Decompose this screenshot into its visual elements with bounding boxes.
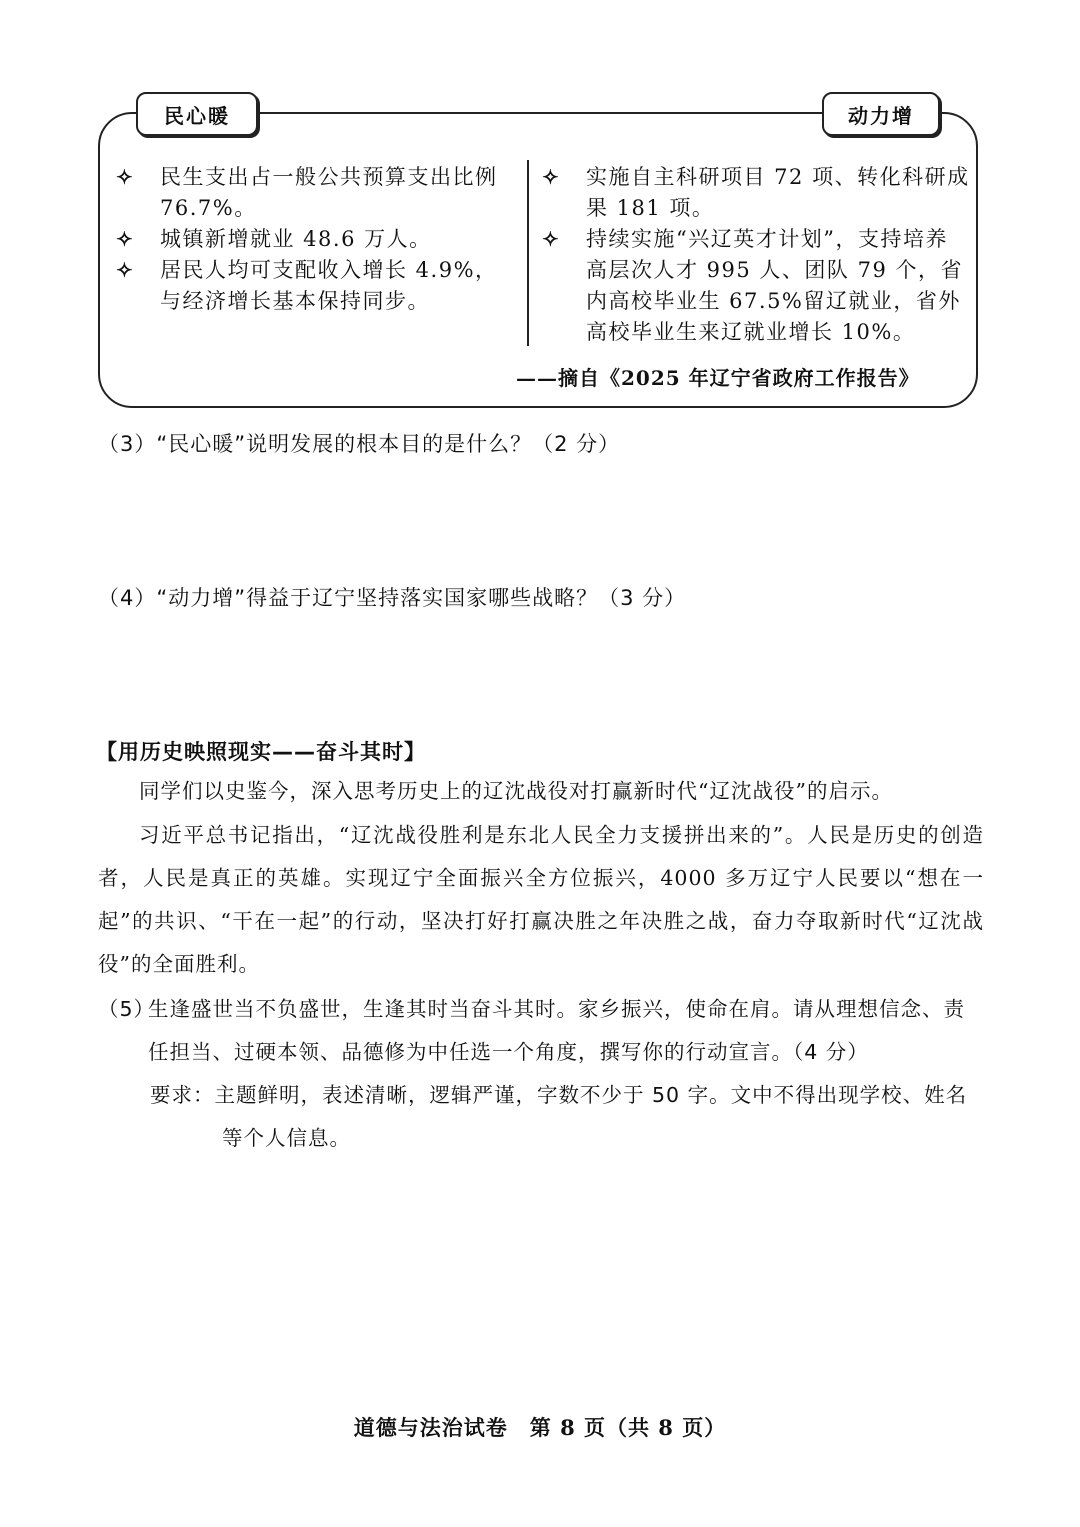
question-5-text: 生逢盛世当不负盛世，生逢其时当奋斗其时。家乡振兴，使命在肩。请从理想信念、责任担当、过硬本领、品德修为中任选一个角度，撰写你的行动宣言。（4 分）: [148, 997, 965, 1064]
source-citation: ——摘自《2025 年辽宁省政府工作报告》: [516, 366, 920, 390]
question-3: （3）“民心暖”说明发展的根本目的是什么？（2 分）: [98, 432, 621, 456]
list-item: [114, 162, 514, 224]
question-4: （4）“动力增”得益于辽宁坚持落实国家哪些战略？（3 分）: [98, 586, 687, 610]
question-5: [98, 988, 984, 1074]
list-item: [114, 255, 514, 317]
bullet-text: 居民人均可支配收入增长 4.9%，与经济增长基本保持同步。: [160, 258, 498, 313]
diamond-bullet-icon: ✧: [116, 258, 135, 282]
column-divider: [527, 160, 529, 346]
diamond-bullet-icon: ✧: [116, 227, 135, 251]
section-title: 【用历史映照现实——奋斗其时】: [96, 740, 426, 764]
bullet-text: 城镇新增就业 48.6 万人。: [160, 227, 432, 251]
diamond-bullet-icon: ✧: [542, 227, 561, 251]
list-item: [540, 162, 970, 224]
bullet-text: 实施自主科研项目 72 项、转化科研成果 181 项。: [586, 165, 970, 220]
bullet-text: 持续实施“兴辽英才计划”，支持培养高层次人才 995 人、团队 79 个，省内高校毕业生 67.5%留辽就业，省外高校毕业生来辽就业增长 10%。: [586, 227, 964, 344]
section-paragraph-2: 习近平总书记指出，“辽沈战役胜利是东北人民全力支援拼出来的”。人民是历史的创造者，人民是真正的英雄。实现辽宁全面振兴全方位振兴，4000 多万辽宁人民要以“想在一起”的共识、“干在一起”的行动，坚决打好打赢决胜之年决胜之战，奋力夺取新时代“辽沈战役”的全面胜利。: [98, 823, 984, 976]
bullet-text: 民生支出占一般公共预算支出比例 76.7%。: [160, 165, 498, 220]
tag-minxin-nuan: 民心暖: [136, 92, 258, 136]
right-bullet-list: [540, 162, 970, 348]
list-item: [540, 224, 970, 348]
diamond-bullet-icon: ✧: [116, 165, 135, 189]
question-5-number: （5）: [98, 997, 156, 1021]
diamond-bullet-icon: ✧: [542, 165, 561, 189]
tag-dongli-zeng: 动力增: [822, 92, 940, 136]
requirement-text: 要求：主题鲜明，表述清晰，逻辑严谨，字数不少于 50 字。文中不得出现学校、姓名等个人信息。: [150, 1083, 968, 1150]
question-5-requirement: [150, 1074, 984, 1160]
page-footer: 道德与法治试卷 第 8 页（共 8 页）: [353, 1415, 727, 1440]
list-item: [114, 224, 514, 255]
left-bullet-list: [114, 162, 514, 317]
section-paragraph-1: 同学们以史鉴今，深入思考历史上的辽沈战役对打赢新时代“辽沈战役”的启示。: [139, 779, 893, 803]
